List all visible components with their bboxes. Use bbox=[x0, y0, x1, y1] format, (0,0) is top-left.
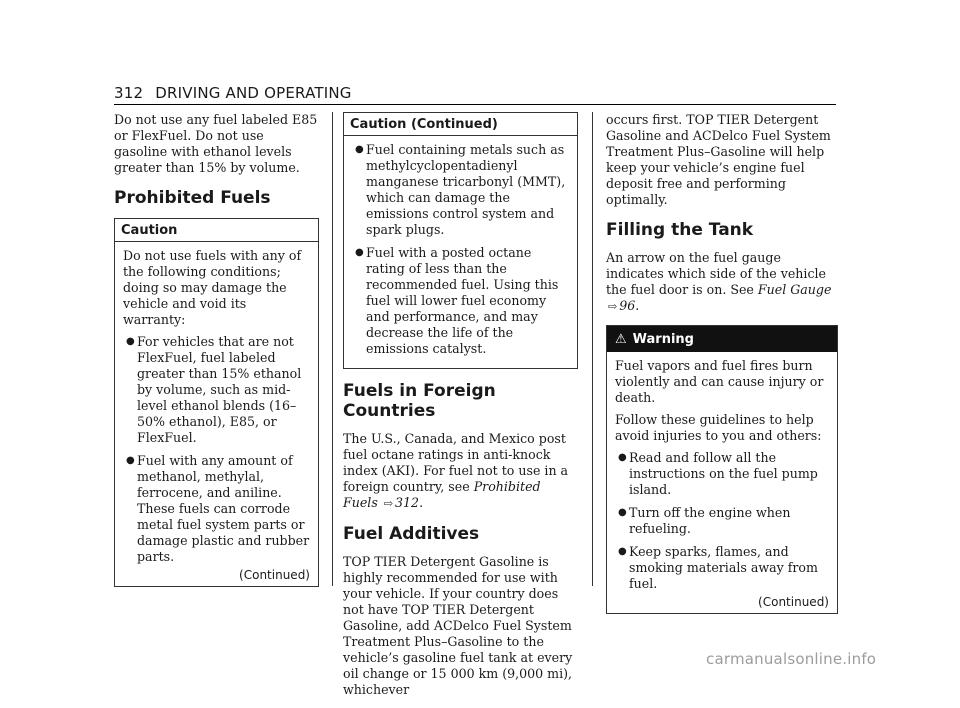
warning-bullet: ● Turn off the engine when refueling. bbox=[618, 505, 791, 536]
column-3 bbox=[606, 112, 838, 614]
bullet-icon: ● bbox=[618, 452, 627, 463]
warning-title: ⚠ Warning bbox=[607, 326, 837, 352]
heading-prohibited-fuels: Prohibited Fuels bbox=[114, 188, 271, 208]
heading-foreign-countries: Fuels in Foreign Countries bbox=[343, 381, 496, 421]
page-number: 312 bbox=[114, 84, 144, 102]
warning-icon: ⚠ bbox=[615, 332, 627, 347]
section-title: DRIVING AND OPERATING bbox=[155, 84, 352, 102]
intro-paragraph: Do not use any fuel labeled E85 or FlexFuel. Do not use gasoline with ethanol levels greater than 15% by volume. bbox=[114, 112, 318, 175]
bullet-icon: ● bbox=[618, 546, 627, 557]
page-ref-arrow-icon: ⇨ bbox=[383, 497, 394, 510]
caution-box bbox=[114, 218, 319, 587]
column-1 bbox=[114, 112, 319, 587]
bullet-icon: ● bbox=[355, 144, 364, 155]
continued-label: (Continued) bbox=[758, 595, 829, 609]
xref-fuel-gauge[interactable]: Fuel Gauge bbox=[757, 282, 832, 297]
continued-label: (Continued) bbox=[239, 568, 310, 582]
header-rule bbox=[114, 104, 836, 105]
bullet-icon: ● bbox=[126, 336, 135, 347]
caution-title: Caution bbox=[115, 219, 318, 242]
page-header bbox=[114, 84, 352, 102]
column-divider bbox=[592, 112, 593, 586]
warning-text: Fuel vapors and fuel fires burn violently and can cause injury or death. bbox=[615, 358, 824, 405]
caution-bullet: ● For vehicles that are not FlexFuel, fuel labeled greater than 15% ethanol by volume, such as mid-level ethanol blends (16–50% ethanol), E85, or FlexFuel. bbox=[126, 334, 302, 445]
watermark: carmanualsonline.info bbox=[706, 650, 877, 668]
caution-bullet: ● Fuel with a posted octane rating of less than the recommended fuel. Using this fuel will lower fuel economy and performance, and may decrease the life of the emissions catalyst. bbox=[355, 245, 559, 356]
continued-paragraph: occurs first. TOP TIER Detergent Gasoline and ACDelco Fuel System Treatment Plus–Gasoline will help keep your vehicle’s engine fuel deposit free and performing optimally. bbox=[606, 112, 831, 207]
page-ref[interactable]: 96 bbox=[619, 298, 636, 313]
column-divider bbox=[332, 112, 333, 586]
filling-paragraph: An arrow on the fuel gauge indicates which side of the vehicle the fuel door is on. See Fuel Gauge ⇨ 96. bbox=[606, 250, 832, 313]
warning-bullet: ● Read and follow all the instructions on the fuel pump island. bbox=[618, 450, 818, 497]
caution-bullet: ● Fuel containing metals such as methylcyclopentadienyl manganese tricarbonyl (MMT), which can damage the emissions control system and spark plugs. bbox=[355, 142, 566, 237]
additives-paragraph: TOP TIER Detergent Gasoline is highly recommended for use with your vehicle. If your country does not have TOP TIER Detergent Gasoline, add ACDelco Fuel System Treatment Plus–Gasoline to the vehicle’s gasoline fuel tank at every oil change or 15 000 km (9,000 mi), whichever bbox=[343, 554, 573, 697]
column-2 bbox=[343, 112, 578, 708]
caution-bullet: ● Fuel with any amount of methanol, methylal, ferrocene, and aniline. These fuels can corrode metal fuel system parts or damage plastic and rubber parts. bbox=[126, 453, 310, 564]
caution-continued-box bbox=[343, 112, 578, 369]
heading-fuel-additives: Fuel Additives bbox=[343, 524, 480, 544]
caution-text: Do not use fuels with any of the following conditions; doing so may damage the vehicle and void its warranty: bbox=[123, 248, 302, 327]
heading-filling-the-tank: Filling the Tank bbox=[606, 220, 754, 240]
bullet-icon: ● bbox=[618, 507, 627, 518]
warning-box bbox=[606, 325, 838, 614]
bullet-icon: ● bbox=[355, 247, 364, 258]
foreign-paragraph: The U.S., Canada, and Mexico post fuel octane ratings in anti-knock index (AKI). For fuel not to use in a foreign country, see Prohibited Fuels ⇨ 312. bbox=[343, 431, 569, 510]
page-ref-arrow-icon: ⇨ bbox=[608, 300, 618, 313]
xref-prohibited-fuels[interactable]: Prohibited Fuels bbox=[343, 479, 541, 510]
warning-bullet: ● Keep sparks, flames, and smoking materials away from fuel. bbox=[618, 544, 818, 591]
caution-continued-title: Caution (Continued) bbox=[344, 113, 577, 136]
warning-text: Follow these guidelines to help avoid injuries to you and others: bbox=[615, 412, 822, 443]
page-ref[interactable]: 312 bbox=[395, 495, 420, 510]
bullet-icon: ● bbox=[126, 455, 135, 466]
